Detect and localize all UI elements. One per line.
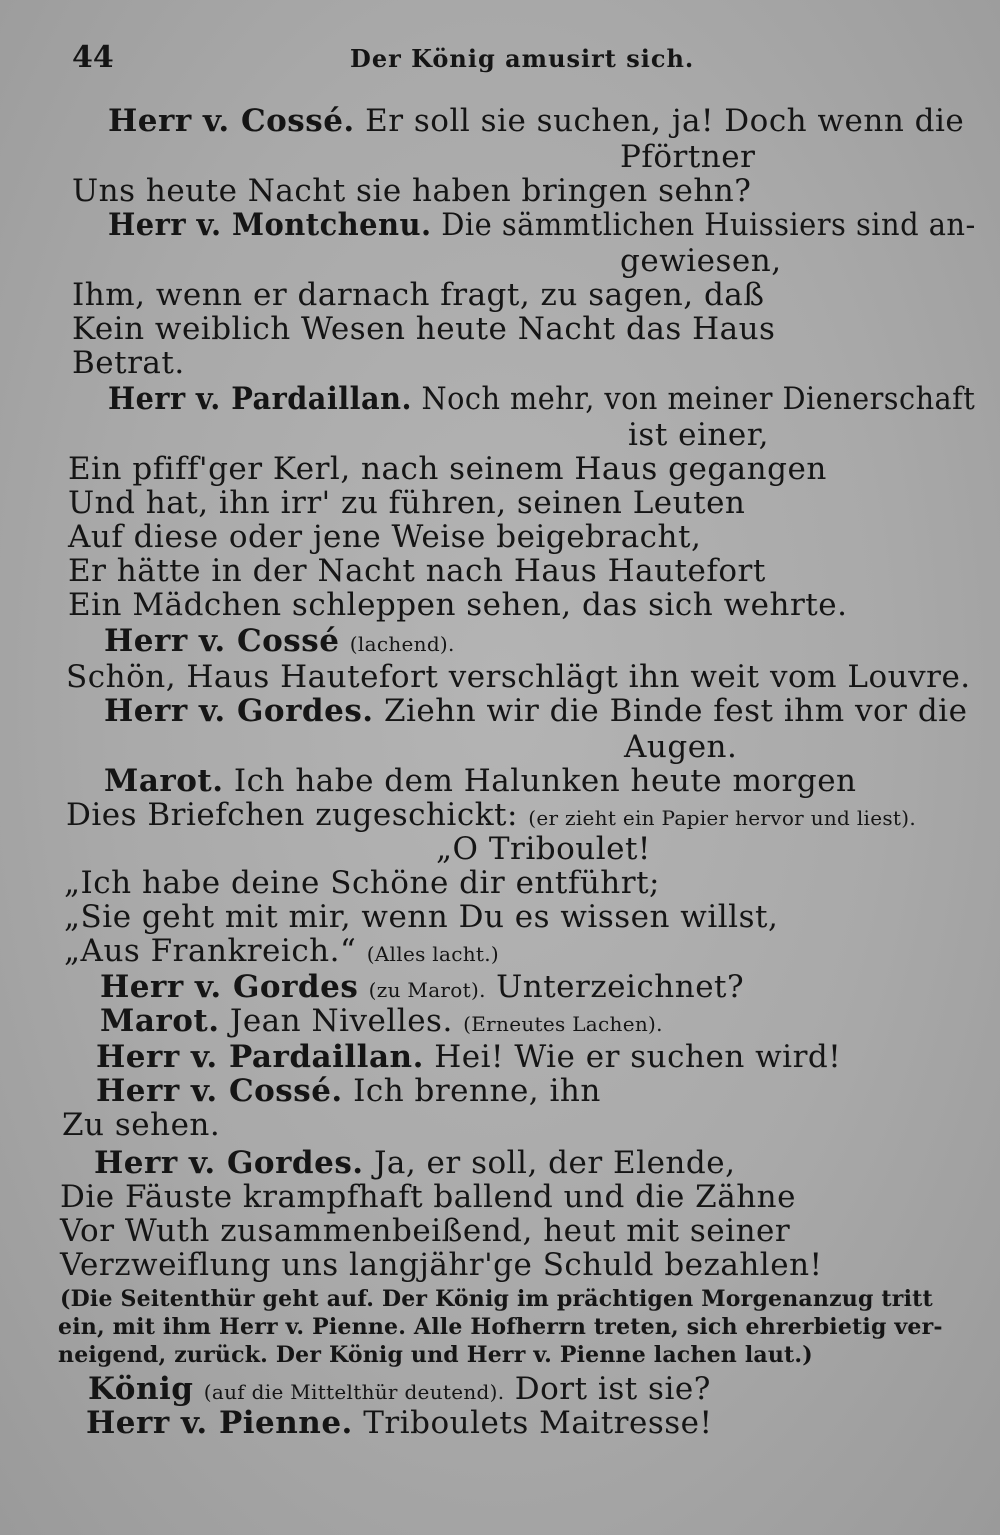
stage-direction-text: ein, mit ihm Herr v. Pienne. Alle Hofherrn treten, sich ehrerbietig ver- — [58, 1314, 943, 1340]
stage-direction-line — [58, 1314, 943, 1340]
line-text: Pförtner — [620, 139, 756, 175]
speaker-name: Herr v. Gordes. — [104, 693, 374, 729]
stage-direction-inline: (Erneutes Lachen). — [463, 1012, 663, 1036]
speaker-name: Herr v. Cossé. — [96, 1073, 343, 1109]
stage-direction-inline: (lachend). — [349, 632, 455, 656]
stage-direction-inline: (auf die Mittelthür deutend). — [203, 1380, 505, 1404]
letter-line — [64, 934, 499, 971]
stage-direction-inline: (zu Marot). — [368, 978, 486, 1002]
line-text: Dies Briefchen zugeschickt: — [66, 797, 518, 833]
speaker-name: Herr v. Cossé — [104, 623, 340, 659]
verse-line — [68, 486, 745, 520]
line-text: Triboulets Maitresse! — [363, 1405, 713, 1441]
stage-direction-text: (Die Seitenthür geht auf. Der König im prächtigen Morgenanzug tritt — [60, 1286, 933, 1312]
line-text: Und hat, ihn irr' zu führen, seinen Leuten — [68, 485, 746, 521]
dialogue-line — [108, 382, 975, 416]
dialogue-line — [108, 104, 964, 138]
line-text: Jean Nivelles. — [229, 1003, 453, 1039]
line-text: „O Triboulet! — [436, 831, 651, 867]
dialogue-line — [100, 970, 744, 1007]
letter-line — [64, 900, 778, 934]
line-text: Die sämmtlichen Huissiers sind an- — [441, 207, 976, 243]
dialogue-line — [94, 1146, 735, 1180]
speaker-name: Herr v. Cossé. — [108, 103, 355, 139]
stage-direction-inline: (er zieht ein Papier hervor und liest). — [528, 806, 917, 830]
line-text: Er hätte in der Nacht nach Haus Hautefort — [68, 553, 766, 589]
line-text: Noch mehr, von meiner Dienerschaft — [421, 381, 976, 417]
letter-line — [64, 866, 660, 900]
verse-continuation — [624, 730, 737, 764]
line-text: Ein Mädchen schleppen sehen, das sich wehrte. — [68, 587, 848, 623]
speaker-name: Herr v. Pienne. — [86, 1405, 353, 1441]
line-text: Augen. — [624, 729, 738, 765]
line-text: Ein pfiff'ger Kerl, nach seinem Haus gegangen — [68, 451, 827, 487]
line-text: Ziehn wir die Binde fest ihm vor die — [383, 693, 968, 729]
dialogue-line — [104, 694, 967, 728]
line-text: Hei! Wie er suchen wird! — [434, 1039, 842, 1075]
line-text: Schön, Haus Hautefort verschlägt ihn weit vom Louvre. — [66, 659, 971, 695]
dialogue-line — [96, 1074, 601, 1108]
line-text: Uns heute Nacht sie haben bringen sehn? — [72, 173, 752, 209]
line-text: Er soll sie suchen, ja! Doch wenn die — [365, 103, 965, 139]
line-text: Dort ist sie? — [514, 1371, 711, 1407]
stage-direction-line — [60, 1286, 933, 1312]
verse-line — [60, 1248, 823, 1282]
line-text: Ich habe dem Halunken heute morgen — [233, 763, 857, 799]
verse-line — [60, 1180, 796, 1214]
dialogue-line — [86, 1406, 712, 1440]
verse-line — [72, 174, 751, 208]
verse-continuation — [628, 418, 769, 452]
line-text: Ja, er soll, der Elende, — [373, 1145, 736, 1181]
line-text: „Sie geht mit mir, wenn Du es wissen willst, — [64, 899, 779, 935]
verse-line — [72, 312, 775, 346]
dialogue-line — [88, 1372, 711, 1409]
line-text: Betrat. — [72, 345, 185, 381]
verse-line — [66, 798, 916, 835]
verse-line — [68, 452, 827, 486]
line-text: Unterzeichnet? — [496, 969, 745, 1005]
speaker-name: Marot. — [100, 1003, 220, 1039]
verse-line — [66, 660, 971, 694]
line-text: Verzweiflung uns langjähr'ge Schuld bezahlen! — [60, 1247, 823, 1283]
dialogue-line — [108, 208, 976, 242]
verse-line — [68, 520, 701, 554]
dialogue-line — [100, 1004, 663, 1041]
dialogue-line — [104, 764, 857, 798]
verse-line — [68, 554, 766, 588]
verse-line — [72, 278, 765, 312]
letter-line — [436, 832, 651, 866]
speaker-name: Herr v. Pardaillan. — [108, 381, 412, 417]
line-text: ist einer, — [628, 417, 769, 453]
speaker-name: Herr v. Gordes — [100, 969, 359, 1005]
verse-continuation — [620, 244, 782, 278]
line-text: Zu sehen. — [62, 1107, 221, 1143]
line-text: gewiesen, — [620, 243, 782, 279]
line-text: Die Fäuste krampfhaft ballend und die Zähne — [60, 1179, 796, 1215]
page-header — [0, 40, 1000, 80]
line-text: Kein weiblich Wesen heute Nacht das Haus — [72, 311, 776, 347]
line-text: „Aus Frankreich.“ — [64, 933, 357, 969]
verse-line — [60, 1214, 790, 1248]
line-text: „Ich habe deine Schöne dir entführt; — [64, 865, 660, 901]
line-text: Ich brenne, ihn — [353, 1073, 601, 1109]
dialogue-line — [96, 1040, 841, 1074]
verse-line — [72, 346, 185, 380]
speaker-name: Herr v. Gordes. — [94, 1145, 364, 1181]
speaker-name: Herr v. Montchenu. — [108, 207, 432, 243]
running-title: Der König amusirt sich. — [350, 44, 695, 73]
dialogue-line — [104, 624, 455, 661]
stage-direction-inline: (Alles lacht.) — [366, 942, 499, 966]
verse-line — [68, 588, 847, 622]
line-text: Ihm, wenn er darnach fragt, zu sagen, daß — [72, 277, 765, 313]
verse-continuation — [620, 140, 755, 174]
stage-direction-line — [58, 1342, 813, 1368]
speaker-name: König — [88, 1371, 194, 1407]
line-text: Auf diese oder jene Weise beigebracht, — [68, 519, 702, 555]
stage-direction-text: neigend, zurück. Der König und Herr v. Pienne lachen laut.) — [58, 1342, 813, 1368]
page-number: 44 — [72, 40, 114, 75]
speaker-name: Herr v. Pardaillan. — [96, 1039, 424, 1075]
speaker-name: Marot. — [104, 763, 224, 799]
line-text: Vor Wuth zusammenbeißend, heut mit seiner — [60, 1213, 791, 1249]
verse-line — [62, 1108, 220, 1142]
